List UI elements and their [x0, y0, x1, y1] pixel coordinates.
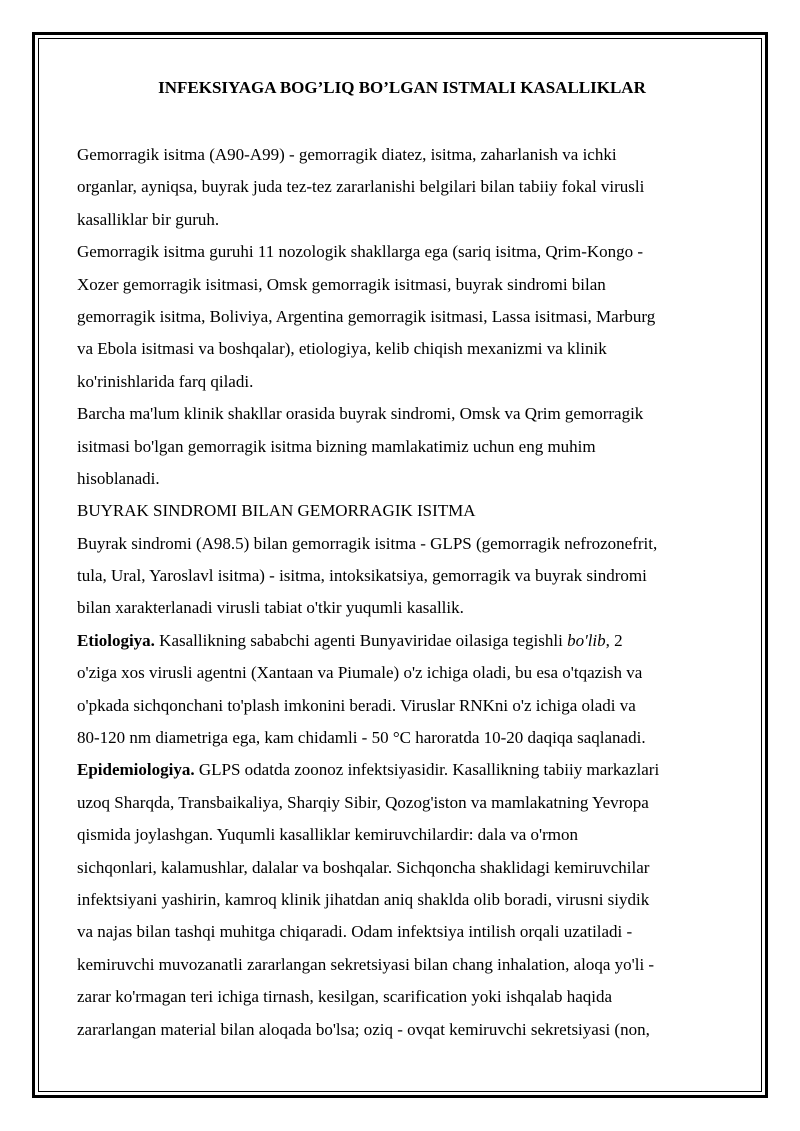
text-line: bilan xarakterlanadi virusli tabiat o'tkir yuqumli kasallik. [77, 598, 464, 618]
text-line: tula, Ural, Yaroslavl isitma) - isitma, intoksikatsiya, gemorragik va buyrak sindromi [77, 566, 647, 586]
text-line: gemorragik isitma, Boliviya, Argentina gemorragik isitmasi, Lassa isitmasi, Marburg [77, 306, 656, 326]
text-line: qismida joylashgan. Yuqumli kasalliklar kemiruvchilardir: dala va o'rmon [77, 825, 578, 845]
text-line: va najas bilan tashqi muhitga chiqaradi. Odam infektsiya intilish orqali uzatiladi - [77, 922, 633, 942]
etiology-italic-word: bo'lib [567, 630, 606, 650]
epidemiology-text: GLPS odatda zoonoz infektsiyasidir. Kasallikning tabiiy markazlari [194, 760, 660, 780]
text-line: o'pkada sichqonchani to'plash imkonini beradi. Viruslar RNKni o'z ichiga oladi va [77, 695, 636, 715]
epidemiology-first-line [77, 754, 727, 786]
text-line: uzoq Sharqda, Transbaikaliya, Sharqiy Sibir, Qozog'iston va mamlakatning Yevropa [77, 792, 649, 812]
document-text [77, 139, 727, 1046]
etiology-text: Kasallikning sababchi agenti Bunyaviridae oilasiga tegishli [154, 630, 568, 650]
text-line: zararlangan material bilan aloqada bo'lsa; oziq - ovqat kemiruvchi sekretsiyasi (non, [77, 1019, 650, 1039]
text-line: zarar ko'rmagan teri ichiga tirnash, kesilgan, scarification yoki ishqalab haqida [77, 987, 613, 1007]
section-heading: BUYRAK SINDROMI BILAN GEMORRAGIK ISITMA [77, 501, 476, 521]
text-line: Buyrak sindromi (A98.5) bilan gemorragik isitma - GLPS (gemorragik nefrozonefrit, [77, 533, 658, 553]
etiology-label: Etiologiya. [77, 630, 155, 650]
document-body [77, 74, 727, 1046]
text-line: o'ziga xos virusli agentni (Xantaan va Piumale) o'z ichiga oladi, bu esa o'tqazish va [77, 663, 643, 683]
text-line: sichqonlari, kalamushlar, dalalar va boshqalar. Sichqoncha shaklidagi kemiruvchilar [77, 857, 650, 877]
text-line: va Ebola isitmasi va boshqalar), etiologiya, kelib chiqish mexanizmi va klinik [77, 339, 607, 359]
text-line: kemiruvchi muvozanatli zararlangan sekretsiyasi bilan chang inhalation, aloqa yo'li - [77, 954, 655, 974]
etiology-first-line [77, 625, 727, 657]
text-line: Gemorragik isitma guruhi 11 nozologik shakllarga ega (sariq isitma, Qrim-Kongo - [77, 242, 644, 262]
document-title: INFEKSIYAGA BOG’LIQ BO’LGAN ISTMALI KASALLIKLAR [158, 78, 646, 97]
text-line: isitmasi bo'lgan gemorragik isitma bizning mamlakatimiz uchun eng muhim [77, 436, 596, 456]
text-line: ko'rinishlarida farq qiladi. [77, 371, 254, 391]
text-line: Xozer gemorragik isitmasi, Omsk gemorragik isitmasi, buyrak sindromi bilan [77, 274, 606, 294]
text-line: Gemorragik isitma (A90-A99) - gemorragik diatez, isitma, zaharlanish va ichki [77, 145, 617, 164]
etiology-text: , 2 [605, 630, 623, 650]
text-line: Barcha ma'lum klinik shakllar orasida buyrak sindromi, Omsk va Qrim gemorragik [77, 404, 644, 424]
text-line: kasalliklar bir guruh. [77, 209, 220, 229]
text-line: organlar, ayniqsa, buyrak juda tez-tez zararlanishi belgilari bilan tabiiy fokal virusli [77, 177, 645, 197]
epidemiology-label: Epidemiologiya. [77, 760, 195, 780]
text-line: 80-120 nm diametriga ega, kam chidamli - 50 °C haroratda 10-20 daqiqa saqlanadi. [77, 728, 646, 748]
text-line: hisoblanadi. [77, 468, 160, 488]
text-line: infektsiyani yashirin, kamroq klinik jihatdan aniq shaklda olib boradi, virusni siydik [77, 889, 650, 909]
